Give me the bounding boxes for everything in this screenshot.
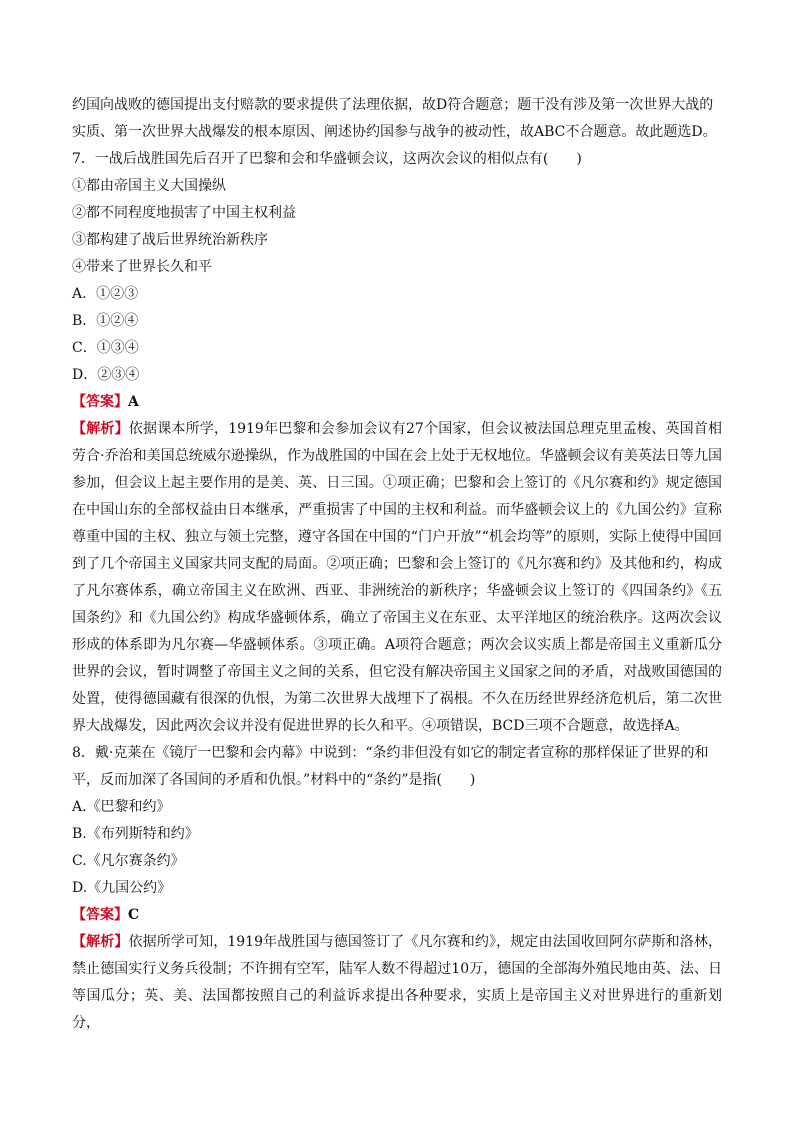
q8-answer-value: C bbox=[128, 907, 140, 923]
lead-line-1: 约国向战败的德国提出支付赔款的要求提供了法理依据，故D符合题意；题干没有涉及第一次世界大战的 bbox=[72, 97, 714, 113]
q7-option-a: A．①②③ bbox=[72, 286, 139, 302]
q7-statement-2: ②都不同程度地损害了中国主权利益 bbox=[72, 205, 296, 221]
q7-answer bbox=[72, 389, 722, 416]
q7-option-b: B．①②④ bbox=[72, 313, 139, 329]
q7-analysis bbox=[72, 416, 722, 740]
lead-line-2: 实质、第一次世界大战爆发的根本原因、阐述协约国参与战争的被动性，故ABC不合题意。故此题选D。 bbox=[72, 124, 717, 140]
q7-answer-value: A bbox=[128, 394, 139, 410]
q7-option-d: D．②③④ bbox=[72, 367, 140, 383]
question-8-stem-line-2: 平，反而加深了各国间的矛盾和仇恨。”材料中的“条约”是指( ) bbox=[72, 772, 476, 788]
q7-option-c: C．①③④ bbox=[72, 340, 139, 356]
q8-option-a: A.《巴黎和约》 bbox=[72, 799, 171, 815]
document-content bbox=[72, 92, 722, 1037]
q7-analysis-label: 【解析】 bbox=[72, 421, 129, 437]
question-7-stem: 7．一战后战胜国先后召开了巴黎和会和华盛顿会议，这两次会议的相似点有( ) bbox=[72, 151, 582, 167]
q8-analysis bbox=[72, 929, 722, 1037]
question-8-stem-line-1: 8．戴·克莱在《镜厅一巴黎和会内幕》中说到：“条约非但没有如它的制定者宣称的那样保证了世界的和 bbox=[72, 745, 709, 761]
q8-analysis-label: 【解析】 bbox=[72, 934, 129, 950]
q8-answer bbox=[72, 902, 722, 929]
q7-answer-label: 【答案】 bbox=[72, 394, 128, 410]
q7-analysis-text: 依据课本所学，1919年巴黎和会参加会议有27个国家，但会议被法国总理克里孟梭、英国首相劳合·乔治和美国总统威尔逊操纵，作为战胜国的中国在会上处于无权地位。华盛顿会议有美英法日等九国参加，但会议上起主要作用的是美、英、日三国。①项正确；巴黎和会上签订的《凡尔赛和约》规定德国在中国山东的全部权益由日本继承，严重损害了中国的主权和利益。而华盛顿会议上的《九国公约》宣称尊重中国的主权、独立与领土完整，遵守各国在中国的“门户开放”“机会均等”的原则，实际上使得中国回到了几个帝国主义国家共同支配的局面。②项正确；巴黎和会上签订的《凡尔赛和约》及其他和约，构成了凡尔赛体系，确立帝国主义在欧洲、西亚、非洲统治的新秩序；华盛顿会议上签订的《四国条约》《五国条约》和《九国公约》构成华盛顿体系，确立了帝国主义在东亚、太平洋地区的统治秩序。这两次会议形成的体系即为凡尔赛—华盛顿体系。③项正确。A项符合题意；两次会议实质上都是帝国主义重新瓜分世界的会议，暂时调整了帝国主义之间的关系，但它没有解决帝国主义国家之间的矛盾，对战败国德国的处置，使得德国藏有很深的仇恨，为第二次世界大战埋下了祸根。不久在历经世界经济危机后，第二次世界大战爆发，因此两次会议并没有促进世界的长久和平。④项错误，BCD三项不合题意，故选择A。 bbox=[72, 421, 722, 734]
q8-option-d: D.《九国公约》 bbox=[72, 880, 172, 896]
q8-analysis-text: 依据所学可知，1919年战胜国与德国签订了《凡尔赛和约》，规定由法国收回阿尔萨斯和洛林，禁止德国实行义务兵役制；不许拥有空军，陆军人数不得超过10万，德国的全部海外殖民地由英、法、日等国瓜分；英、美、法国都按照自己的利益诉求提出各种要求，实质上是帝国主义对世界进行的重新划分， bbox=[72, 934, 722, 1031]
q8-option-c: C.《凡尔赛条约》 bbox=[72, 853, 185, 869]
q8-option-b: B.《布列斯特和约》 bbox=[72, 826, 199, 842]
q7-statement-1: ①都由帝国主义大国操纵 bbox=[72, 178, 226, 194]
q8-answer-label: 【答案】 bbox=[72, 907, 128, 923]
q7-statement-4: ④带来了世界长久和平 bbox=[72, 259, 212, 275]
q7-statement-3: ③都构建了战后世界统治新秩序 bbox=[72, 232, 268, 248]
